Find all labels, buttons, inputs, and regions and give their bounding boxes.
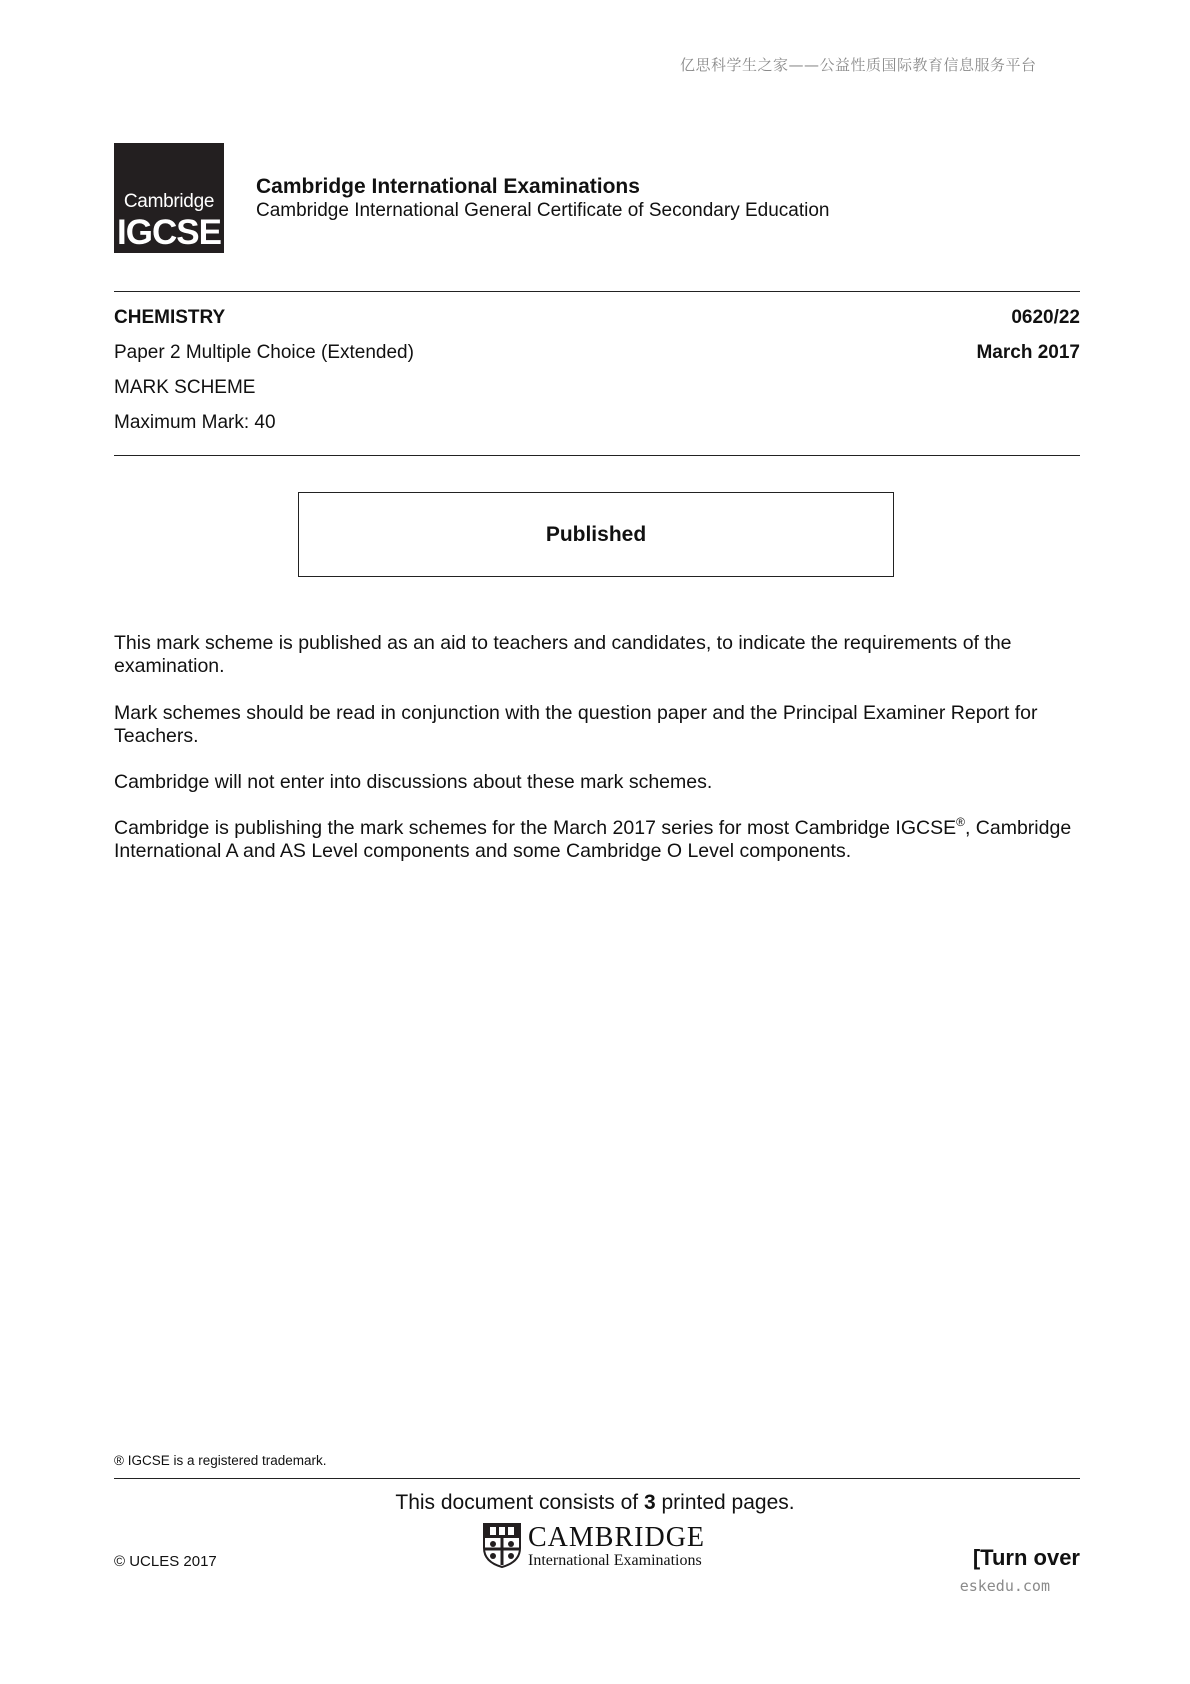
published-label: Published — [545, 522, 647, 546]
organisation-subtitle: Cambridge International General Certificate of Secondary Education — [256, 200, 830, 221]
paragraph-purpose: This mark scheme is published as an aid to teachers and candidates, to indicate the requirements of the examination. — [114, 632, 1012, 677]
middle-rule — [114, 455, 1080, 456]
cambridge-wordmark: CAMBRIDGE — [528, 1522, 706, 1553]
top-rule — [114, 291, 1080, 292]
paragraph-discussions: Cambridge will not enter into discussions about these mark schemes. — [114, 771, 713, 793]
maximum-mark: Maximum Mark: 40 — [114, 412, 276, 433]
page-count: 3 — [643, 1491, 656, 1514]
turn-over: [Turn over — [972, 1545, 1080, 1570]
logo-line-igcse: IGCSE — [117, 213, 221, 252]
footer-rule — [114, 1478, 1080, 1479]
subject: CHEMISTRY — [114, 307, 226, 328]
logo-line-cambridge: Cambridge — [123, 191, 215, 212]
paragraph-series-part1: Cambridge is publishing the mark schemes for the March 2017 series for most Cambridge IGCSE — [114, 817, 957, 839]
copyright: © UCLES 2017 — [114, 1553, 217, 1570]
consists-post: printed pages. — [655, 1491, 795, 1514]
page-count-statement — [0, 1491, 1190, 1515]
paper-code: 0620/22 — [1011, 307, 1080, 328]
paragraph-series — [114, 817, 1080, 863]
cambridge-igcse-logo — [114, 143, 224, 253]
cambridge-wordmark-subtitle: International Examinations — [528, 1552, 702, 1569]
cambridge-international-logo — [480, 1522, 720, 1572]
document-type: MARK SCHEME — [114, 377, 256, 398]
consists-pre: This document consists of — [395, 1491, 644, 1514]
published-box — [298, 492, 894, 577]
registered-mark: ® — [956, 815, 965, 829]
trademark-note: ® IGCSE is a registered trademark. — [114, 1453, 327, 1468]
paper-title: Paper 2 Multiple Choice (Extended) — [114, 342, 414, 363]
paragraph-conjunction: Mark schemes should be read in conjunction with the question paper and the Principal Examiner Report for Teachers. — [114, 702, 1038, 747]
watermark-top: 亿思科学生之家——公益性质国际教育信息服务平台 — [680, 56, 1037, 74]
organisation-name: Cambridge International Examinations — [256, 175, 640, 198]
watermark-bottom: eskedu.com — [959, 1577, 1050, 1595]
session: March 2017 — [976, 342, 1080, 363]
paragraph-series-part2: , Cambridge International A and AS Level components and some Cambridge O Level components. — [114, 817, 1072, 862]
shield-icon — [482, 1522, 522, 1568]
